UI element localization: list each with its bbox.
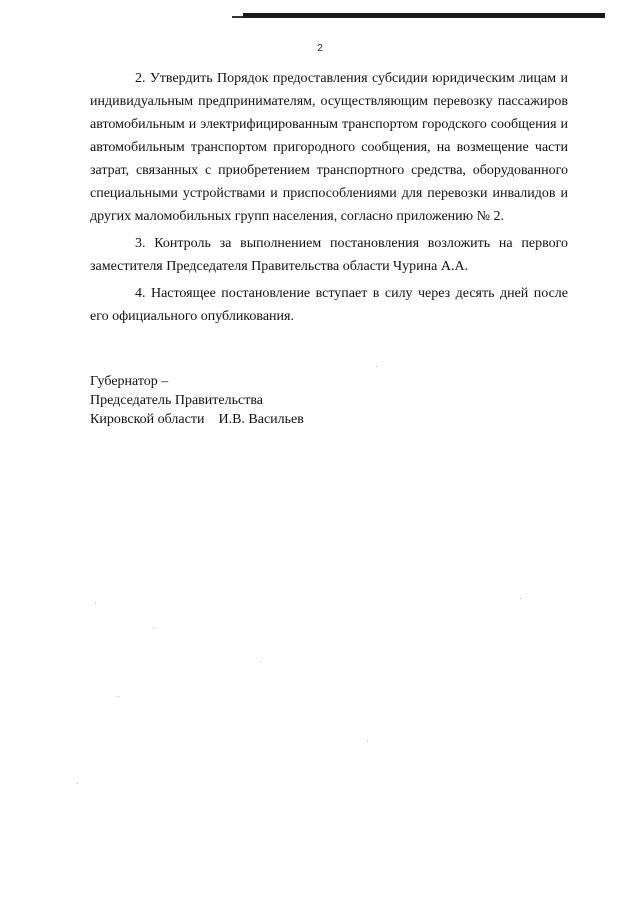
paragraph-3-control: 3. Контроль за выполнением постановления возложить на первого заместителя Председателя Правительства области Чурина А.А. bbox=[90, 236, 568, 274]
paragraph-4-effective-date: 4. Настоящее постановление вступает в силу через десять дней после его официального опубликования. bbox=[90, 286, 568, 324]
scan-speck bbox=[77, 783, 78, 784]
signature-title-governor: Губернатор – bbox=[90, 374, 169, 389]
signature-org: Кировской области bbox=[90, 412, 205, 427]
scan-speck bbox=[367, 740, 368, 741]
page-number: 2 bbox=[317, 43, 323, 54]
scan-speck bbox=[118, 696, 119, 697]
scan-speck bbox=[520, 598, 521, 599]
signature-block bbox=[90, 372, 304, 429]
scan-edge-bar bbox=[243, 13, 605, 18]
signature-name: И.В. Васильев bbox=[218, 412, 304, 427]
signature-title-chairman: Председатель Правительства bbox=[90, 393, 263, 408]
paragraph-2-approve-procedure: 2. Утвердить Порядок предоставления субсидии юридическим лицам и индивидуальным предпринимателям, осуществляющим перевозку пассажиров автомобильным и электрифицированным транспортом городского сообщения и автомобильным транспортом пригородного сообщения, на возмещение части затрат, связанных с приобретением транспортного средства, оборудованного специальными устройствами и приспособлениями для перевозки инвалидов и других маломобильных групп населения, согласно приложению № 2. bbox=[90, 71, 568, 224]
signature-org-line bbox=[90, 410, 304, 429]
scan-speck bbox=[95, 603, 96, 604]
document-body bbox=[90, 67, 568, 332]
scan-speck bbox=[153, 628, 154, 629]
scan-speck bbox=[376, 366, 377, 367]
scan-speck bbox=[260, 661, 261, 662]
